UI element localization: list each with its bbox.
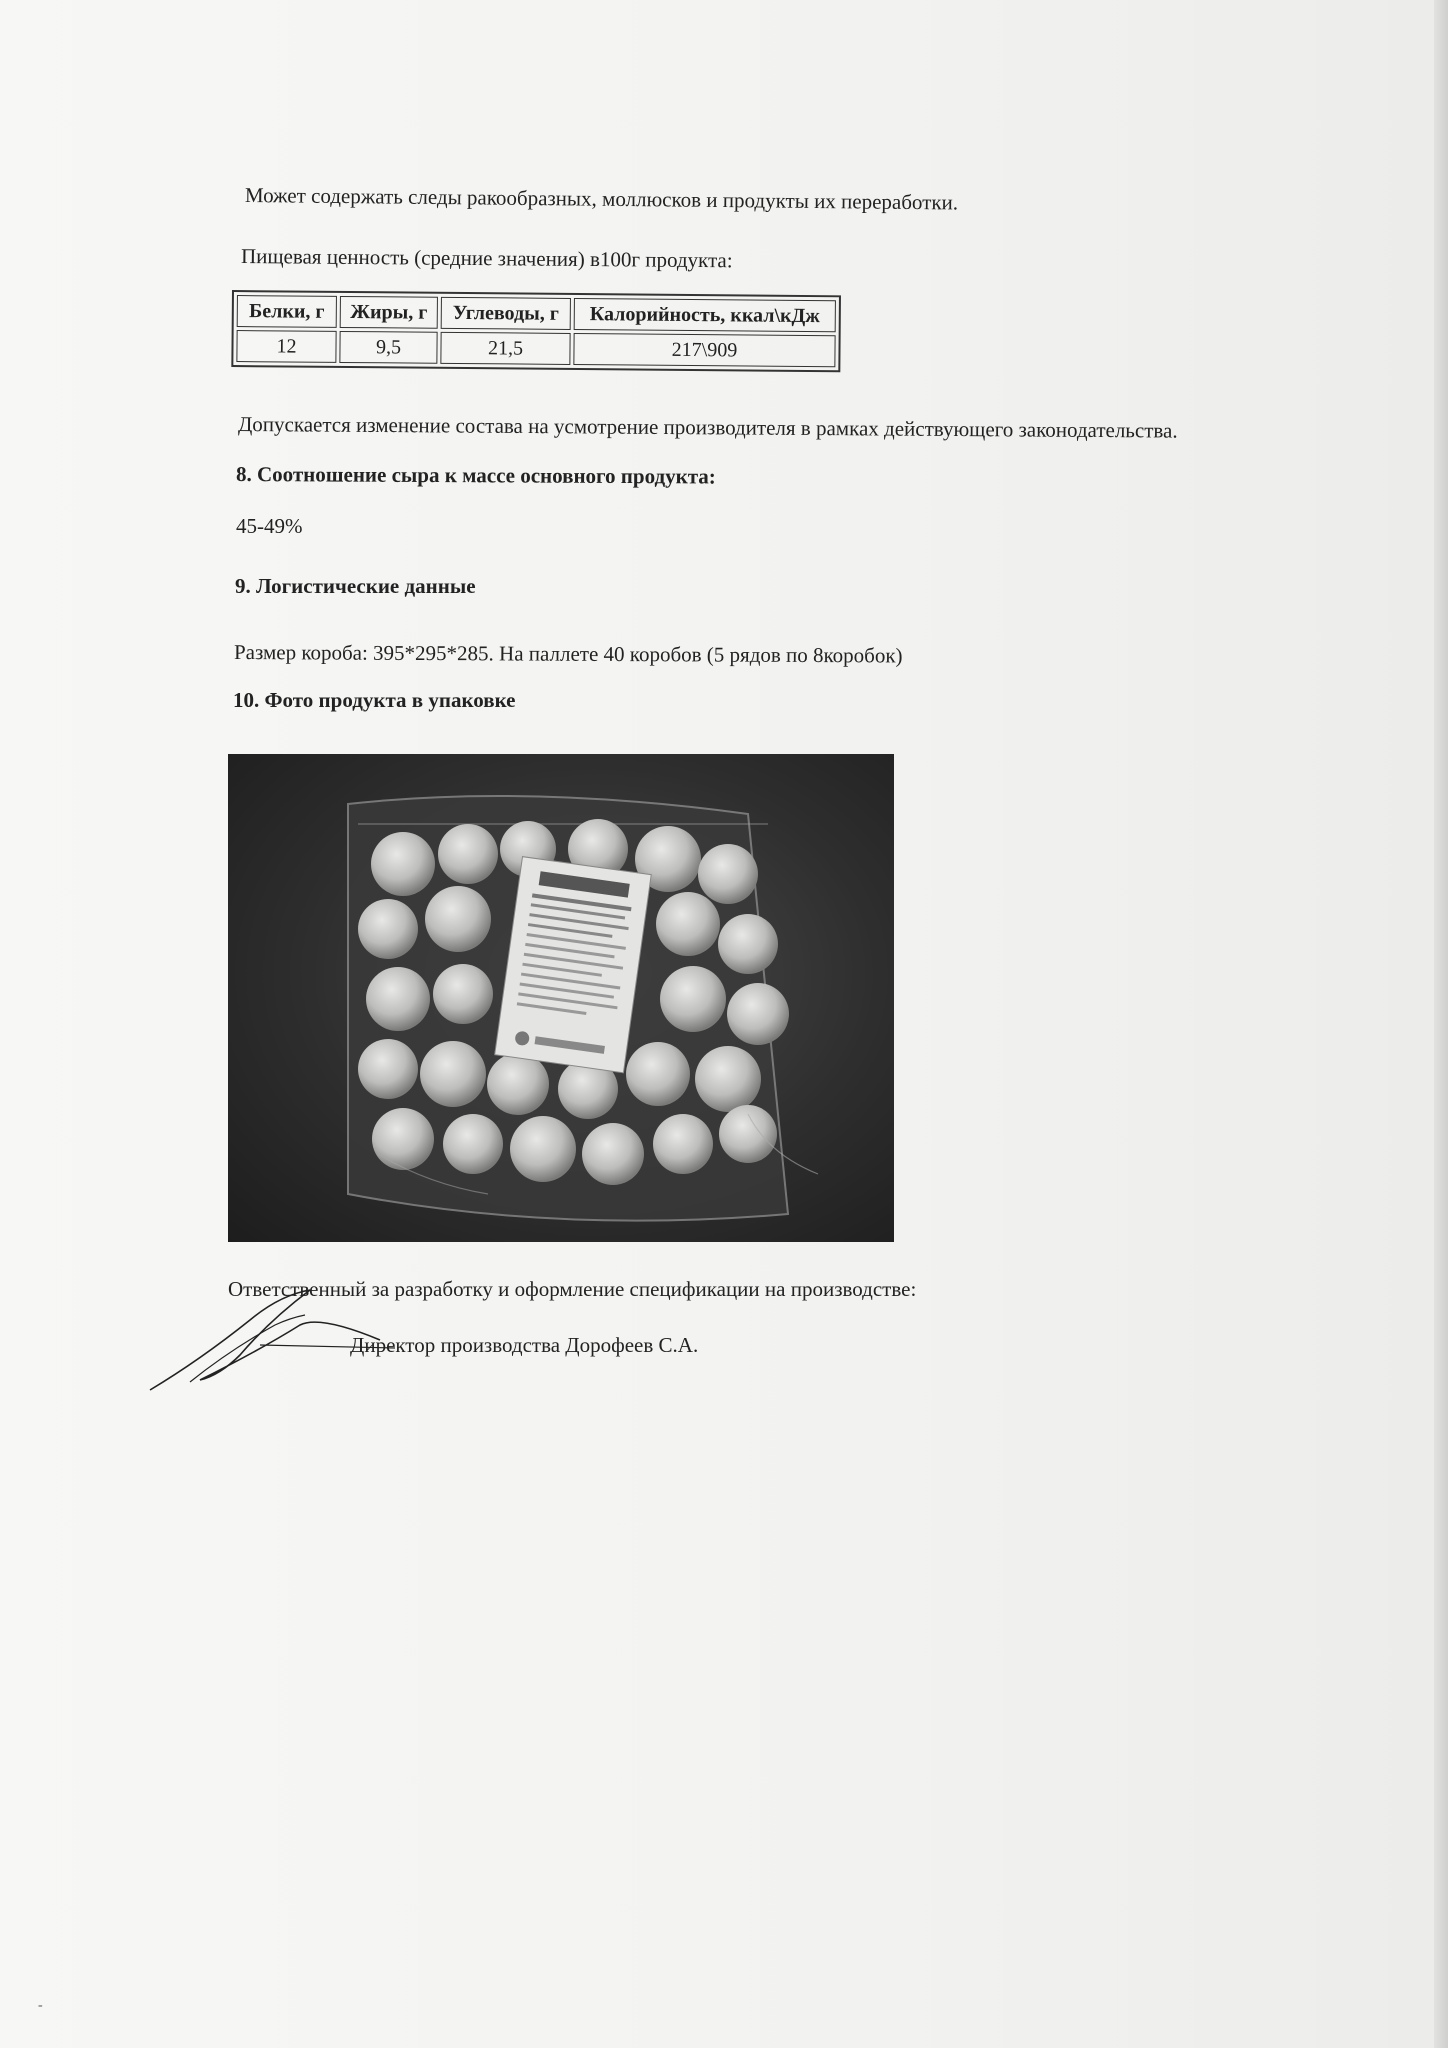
product-ball: [438, 824, 498, 884]
scan-edge-shadow: [1434, 0, 1448, 2048]
product-ball: [582, 1123, 644, 1185]
product-ball: [727, 983, 789, 1045]
product-ball: [358, 1039, 418, 1099]
product-ball: [656, 892, 720, 956]
product-ball: [487, 1053, 549, 1115]
product-ball: [510, 1116, 576, 1182]
header-calories: Калорийность, ккал\кДж: [574, 298, 836, 332]
nutrition-intro: Пищевая ценность (средние значения) в100г продукта:: [240, 244, 733, 273]
header-fat: Жиры, г: [340, 296, 438, 329]
section-8-heading: 8. Соотношение сыра к массе основного продукта:: [235, 462, 716, 489]
cheese-ratio-value: 45-49%: [236, 514, 303, 538]
product-ball: [366, 967, 430, 1031]
package-label: [495, 857, 652, 1073]
edge-mark: -: [38, 1998, 43, 2013]
product-ball: [371, 832, 435, 896]
header-protein: Белки, г: [237, 295, 337, 328]
product-package-illustration: [228, 754, 894, 1242]
product-ball: [719, 1105, 777, 1163]
allergen-note: Может содержать следы ракообразных, моллюсков и продукты их переработки.: [244, 183, 959, 215]
product-ball: [425, 886, 491, 952]
section-9-heading: 9. Логистические данные: [235, 574, 476, 598]
product-ball: [372, 1108, 434, 1170]
director-line: Директор производства Дорофеев С.А.: [350, 1333, 699, 1357]
responsible-person-line: Ответственный за разработку и оформление спецификации на производстве:: [228, 1277, 917, 1301]
product-ball: [660, 966, 726, 1032]
product-ball: [698, 844, 758, 904]
product-ball: [653, 1114, 713, 1174]
value-protein: 12: [236, 330, 336, 363]
product-ball: [420, 1041, 486, 1107]
value-calories: 217\909: [573, 333, 835, 367]
value-carbs: 21,5: [440, 332, 570, 365]
nutrition-value-row: [236, 330, 835, 367]
logistics-text: Размер короба: 395*295*285. На паллете 40 коробов (5 рядов по 8коробок): [233, 640, 903, 668]
composition-change-note: Допускается изменение состава на усмотрение производителя в рамках действующего законодательства.: [237, 412, 1178, 443]
value-fat: 9,5: [339, 331, 437, 364]
product-ball: [695, 1046, 761, 1112]
product-ball: [358, 899, 418, 959]
product-ball: [718, 914, 778, 974]
section-10-heading: 10. Фото продукта в упаковке: [233, 688, 516, 712]
nutrition-table: [231, 290, 841, 372]
product-ball: [443, 1114, 503, 1174]
product-ball: [626, 1042, 690, 1106]
header-carbs: Углеводы, г: [441, 297, 571, 330]
product-ball: [433, 964, 493, 1024]
product-photo: [228, 754, 894, 1242]
nutrition-header-row: [237, 295, 836, 332]
